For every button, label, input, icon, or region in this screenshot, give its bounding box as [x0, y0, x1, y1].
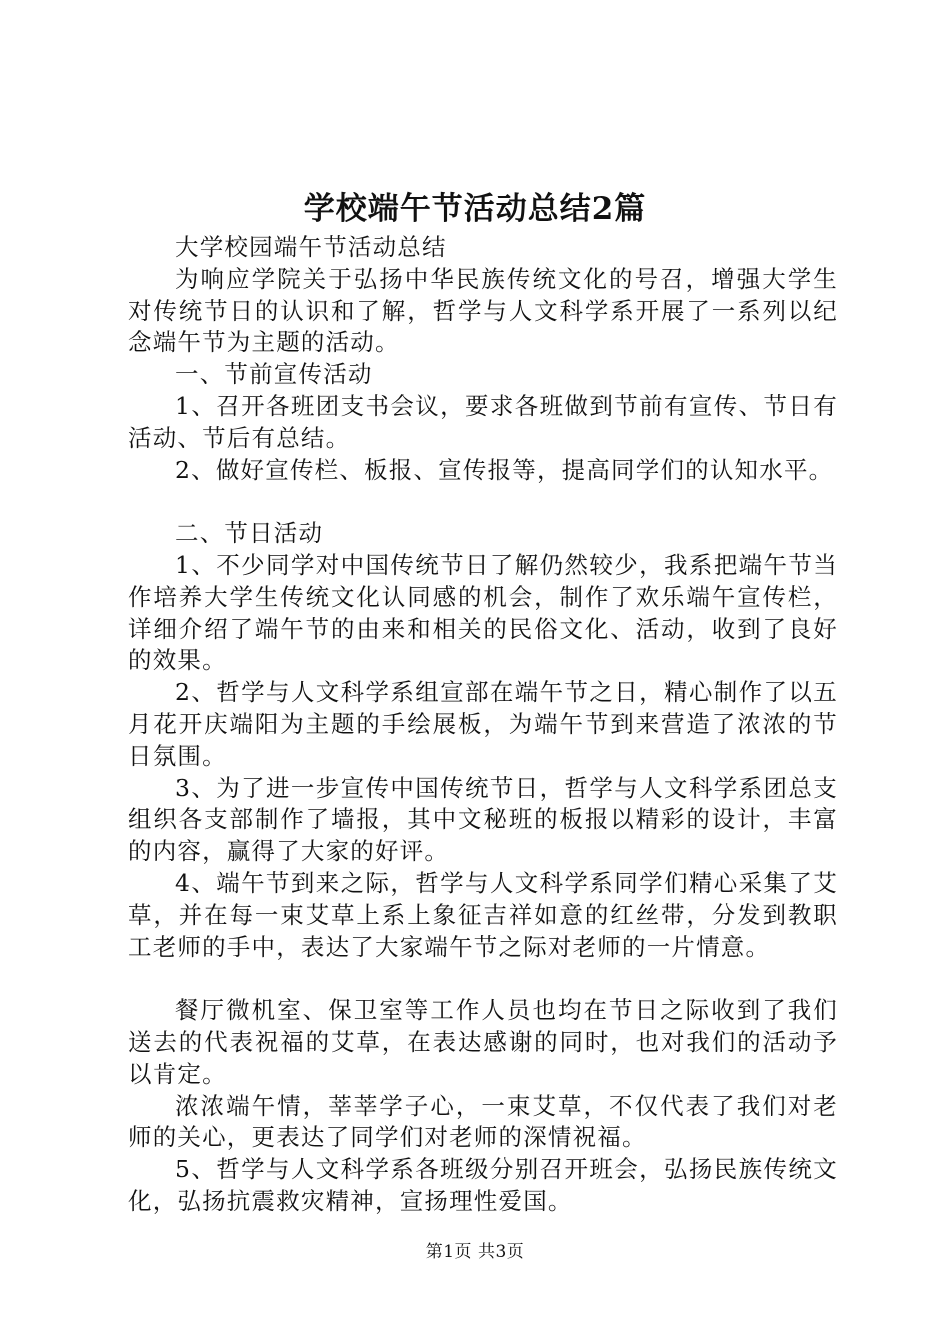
section-heading-pre-festival: 一、节前宣传活动 [175, 360, 373, 389]
paragraph-item: 5、哲学与人文科学系各班级分别召开班会，弘扬民族传统文化，弘扬抗震救灾精神，宣扬理性爱国。 [128, 1155, 838, 1215]
paragraph-item: 餐厅微机室、保卫室等工作人员也均在节日之际收到了我们送去的代表祝福的艾草，在表达感谢的同时，也对我们的活动予以肯定。 [128, 996, 838, 1088]
section-heading-festival: 二、节日活动 [175, 519, 324, 548]
paragraph-item: 2、做好宣传栏、板报、宣传报等，提高同学们的认知水平。 [175, 455, 834, 484]
paragraph-item: 3、为了进一步宣传中国传统节日，哲学与人文科学系团总支组织各支部制作了墙报，其中文秘班的板报以精彩的设计，丰富的内容，赢得了大家的好评。 [128, 773, 838, 866]
paragraph-intro: 为响应学院关于弘扬中华民族传统文化的号召，增强大学生对传统节日的认识和了解，哲学与人文科学系开展了一系列以纪念端午节为主题的活动。 [128, 264, 838, 357]
paragraph-gap [128, 963, 838, 995]
paragraph-item: 1、不少同学对中国传统节日了解仍然较少，我系把端午节当作培养大学生传统文化认同感的机会，制作了欢乐端午宣传栏，详细介绍了端午节的由来和相关的民俗文化、活动，收到了良好的效果。 [128, 550, 838, 675]
document-body [128, 232, 838, 1218]
paragraph-item: 浓浓端午情，莘莘学子心，一束艾草，不仅代表了我们对老师的关心，更表达了同学们对老师的深情祝福。 [128, 1091, 838, 1152]
paragraph-item: 1、召开各班团支书会议，要求各班做到节前有宣传、节日有活动、节后有总结。 [128, 391, 838, 452]
paragraph-gap [128, 486, 838, 518]
paragraph-subtitle: 大学校园端午节活动总结 [175, 233, 447, 261]
document-title: 学校端午节活动总结2篇 [303, 191, 647, 227]
paragraph-item: 2、哲学与人文科学系组宣部在端午节之日，精心制作了以五月花开庆端阳为主题的手绘展板，为端午节到来营造了浓浓的节日氛围。 [128, 678, 838, 770]
page-footer: 第1页 共3页 [425, 1242, 525, 1262]
paragraph-item: 4、端午节到来之际，哲学与人文科学系同学们精心采集了艾草，并在每一束艾草上系上象征吉祥如意的红丝带，分发到教职工老师的手中，表达了大家端午节之际对老师的一片情意。 [128, 868, 838, 961]
